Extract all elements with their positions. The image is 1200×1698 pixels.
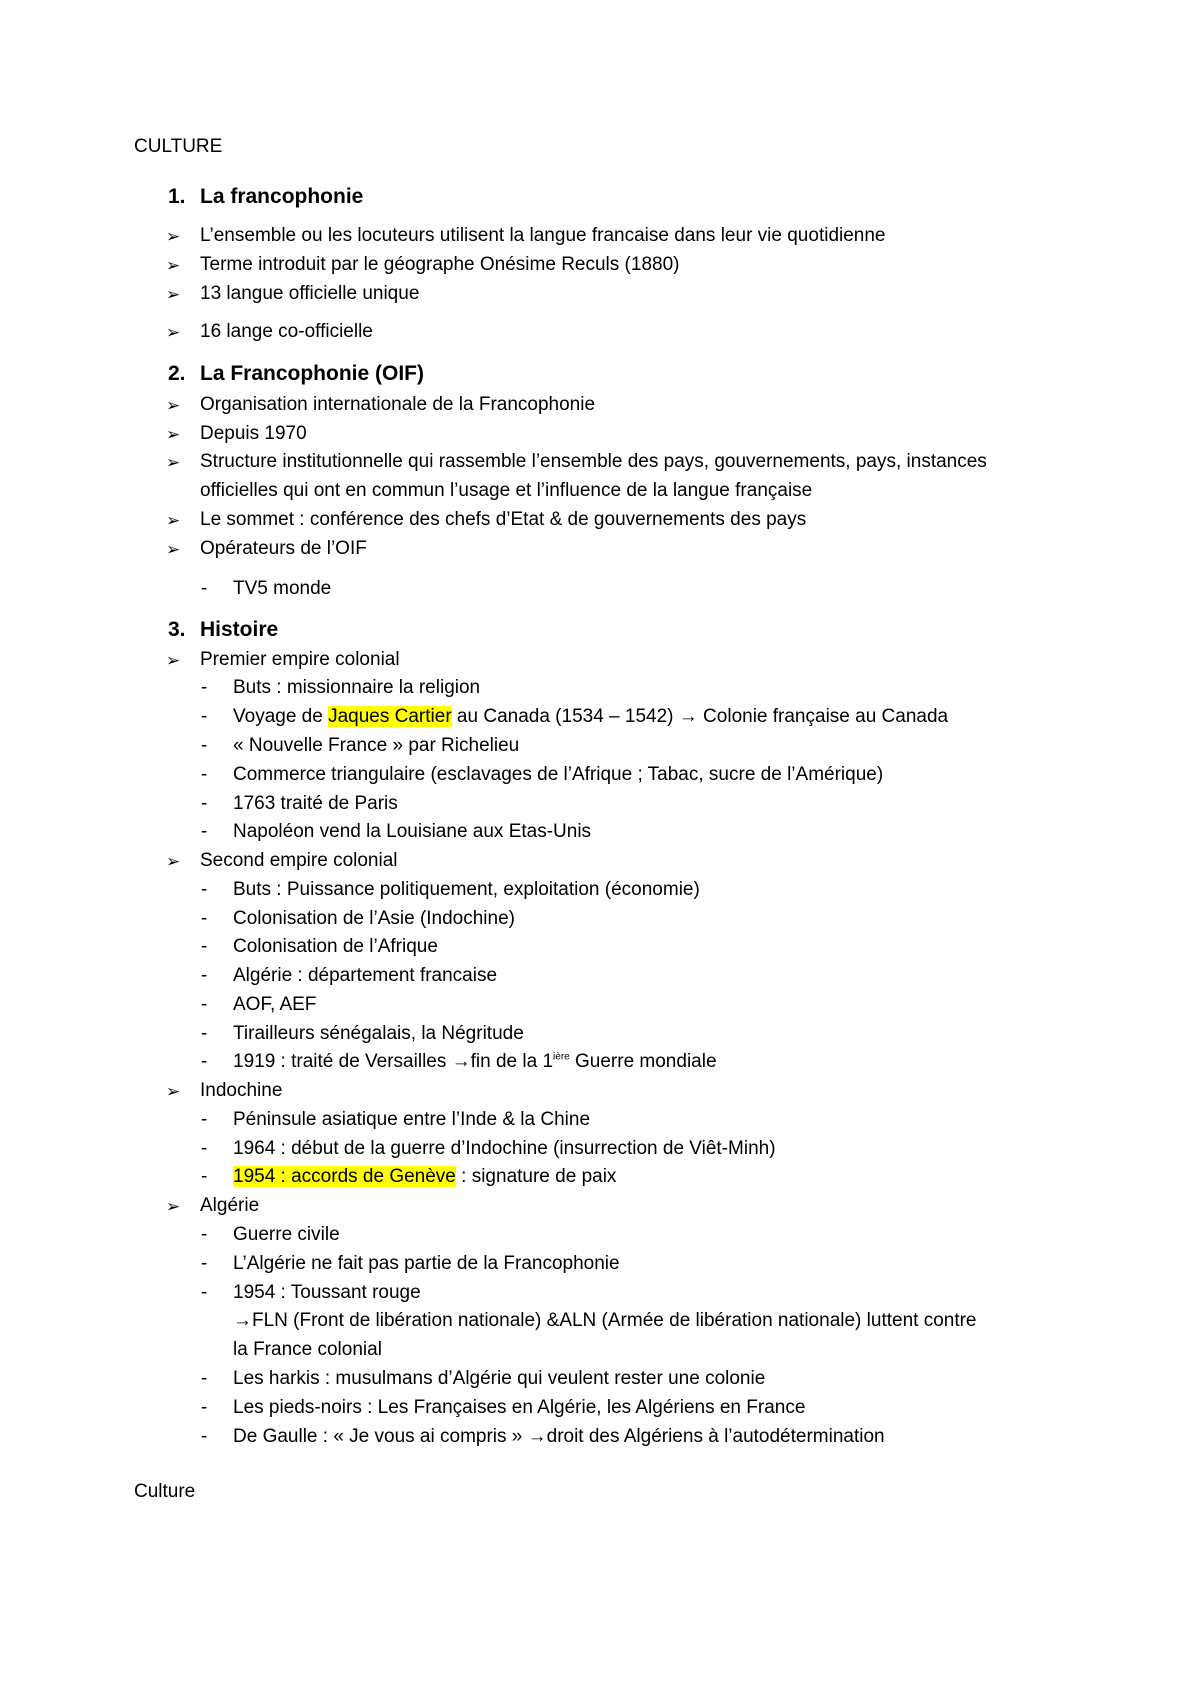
arrow-bullet-icon: ➢	[166, 511, 181, 530]
dash-bullet: -	[201, 936, 208, 957]
sub-item: 1763 traité de Paris	[233, 793, 398, 814]
sub-item	[233, 1051, 717, 1073]
arrow-bullet-icon: ➢	[166, 285, 181, 304]
arrow-bullet-icon: ➢	[166, 1082, 181, 1101]
sub-item: L’Algérie ne fait pas partie de la Francophonie	[233, 1253, 620, 1274]
group-label: Algérie	[200, 1195, 260, 1216]
sub-item: Buts : Puissance politiquement, exploitation (économie)	[233, 879, 700, 900]
dash-bullet: -	[201, 1368, 208, 1389]
bullet-item: 16 lange co-officielle	[200, 321, 373, 342]
dash-bullet: -	[201, 1051, 208, 1072]
sub-item: Algérie : département francaise	[233, 965, 498, 986]
sub-item	[233, 706, 948, 728]
sub-item: Les harkis : musulmans d’Algérie qui veulent rester une colonie	[233, 1368, 766, 1389]
page-header: CULTURE	[134, 136, 223, 157]
sub-item-text: au Canada (1534 – 1542) → Colonie française au Canada	[451, 706, 949, 727]
arrow-bullet-icon: ➢	[166, 1197, 181, 1216]
dash-bullet: -	[201, 1253, 208, 1274]
dash-bullet: -	[201, 1426, 208, 1447]
dash-bullet: -	[201, 1138, 208, 1159]
highlighted-text: 1954 : accords de Genève	[233, 1166, 456, 1187]
arrow-bullet-icon: ➢	[166, 651, 181, 670]
dash-bullet: -	[201, 706, 208, 727]
group-label: Premier empire colonial	[200, 649, 400, 670]
sub-item-text: Voyage de	[233, 706, 329, 727]
sub-item: Colonisation de l’Asie (Indochine)	[233, 908, 515, 929]
sub-item: AOF, AEF	[233, 994, 317, 1015]
arrow-bullet-icon: ➢	[166, 852, 181, 871]
superscript: ière	[553, 1051, 570, 1063]
sub-item: 1954 : Toussant rouge	[233, 1282, 421, 1303]
bullet-item-continuation: officielles qui ont en commun l’usage et l’influence de la langue française	[200, 480, 813, 501]
sub-item-text: Guerre mondiale	[569, 1051, 717, 1072]
dash-bullet: -	[201, 908, 208, 929]
dash-bullet: -	[201, 793, 208, 814]
bullet-item: Opérateurs de l’OIF	[200, 538, 367, 559]
dash-bullet: -	[201, 821, 208, 842]
section-number: 2.	[168, 362, 186, 385]
sub-item: Buts : missionnaire la religion	[233, 677, 481, 698]
dash-bullet: -	[201, 764, 208, 785]
sub-item: Guerre civile	[233, 1224, 340, 1245]
arrow-bullet-icon: ➢	[166, 227, 181, 246]
bullet-item: L’ensemble ou les locuteurs utilisent la langue francaise dans leur vie quotidienne	[200, 225, 886, 246]
section-title: La francophonie	[200, 185, 364, 208]
dash-bullet: -	[201, 1109, 208, 1130]
bullet-item: Le sommet : conférence des chefs d’Etat & de gouvernements des pays	[200, 509, 807, 530]
sub-item: Les pieds-noirs : Les Françaises en Algérie, les Algériens en France	[233, 1397, 806, 1418]
bullet-item: Depuis 1970	[200, 423, 307, 444]
sub-item-continuation: la France colonial	[233, 1339, 382, 1360]
sub-item: Commerce triangulaire (esclavages de l’Afrique ; Tabac, sucre de l’Amérique)	[233, 764, 884, 785]
arrow-bullet-icon: ➢	[166, 540, 181, 559]
bullet-item: Organisation internationale de la Francophonie	[200, 394, 596, 415]
highlighted-text: Jaques Cartier	[328, 706, 452, 727]
dash-bullet: -	[201, 879, 208, 900]
sub-item: Péninsule asiatique entre l’Inde & la Chine	[233, 1109, 591, 1130]
dash-bullet: -	[201, 1282, 208, 1303]
bullet-item: 13 langue officielle unique	[200, 283, 420, 304]
dash-bullet: -	[201, 994, 208, 1015]
dash-bullet: -	[201, 677, 208, 698]
section-title: La Francophonie (OIF)	[200, 362, 424, 385]
dash-bullet: -	[201, 735, 208, 756]
arrow-bullet-icon: ➢	[166, 396, 181, 415]
sub-item: Napoléon vend la Louisiane aux Etas-Unis	[233, 821, 592, 842]
sub-item: 1964 : début de la guerre d’Indochine (insurrection de Viêt-Minh)	[233, 1138, 776, 1159]
sub-item: « Nouvelle France » par Richelieu	[233, 735, 520, 756]
arrow-bullet-icon: ➢	[166, 453, 181, 472]
dash-bullet: -	[201, 1166, 208, 1187]
dash-bullet: -	[201, 1023, 208, 1044]
sub-item: De Gaulle : « Je vous ai compris » →droit des Algériens à l’autodétermination	[233, 1426, 885, 1447]
section-number: 3.	[168, 618, 186, 641]
dash-bullet: -	[201, 578, 208, 599]
sub-item: Colonisation de l’Afrique	[233, 936, 438, 957]
arrow-bullet-icon: ➢	[166, 425, 181, 444]
section-number: 1.	[168, 185, 186, 208]
bullet-item: Structure institutionnelle qui rassemble l’ensemble des pays, gouvernements, pays, instances	[200, 451, 987, 472]
page-footer: Culture	[134, 1481, 196, 1502]
sub-item-text: : signature de paix	[455, 1166, 617, 1187]
arrow-bullet-icon: ➢	[166, 256, 181, 275]
bullet-item: Terme introduit par le géographe Onésime Reculs (1880)	[200, 254, 680, 275]
sub-item	[233, 1166, 616, 1188]
arrow-bullet-icon: ➢	[166, 323, 181, 342]
group-label: Indochine	[200, 1080, 283, 1101]
sub-item-text: 1919 : traité de Versailles →fin de la 1	[233, 1051, 554, 1072]
sub-item: TV5 monde	[233, 578, 332, 599]
dash-bullet: -	[201, 965, 208, 986]
dash-bullet: -	[201, 1397, 208, 1418]
sub-item: Tirailleurs sénégalais, la Négritude	[233, 1023, 524, 1044]
section-title: Histoire	[200, 618, 279, 641]
dash-bullet: -	[201, 1224, 208, 1245]
group-label: Second empire colonial	[200, 850, 398, 871]
sub-item-continuation: →FLN (Front de libération nationale) &ALN (Armée de libération nationale) luttent contre	[233, 1310, 977, 1331]
